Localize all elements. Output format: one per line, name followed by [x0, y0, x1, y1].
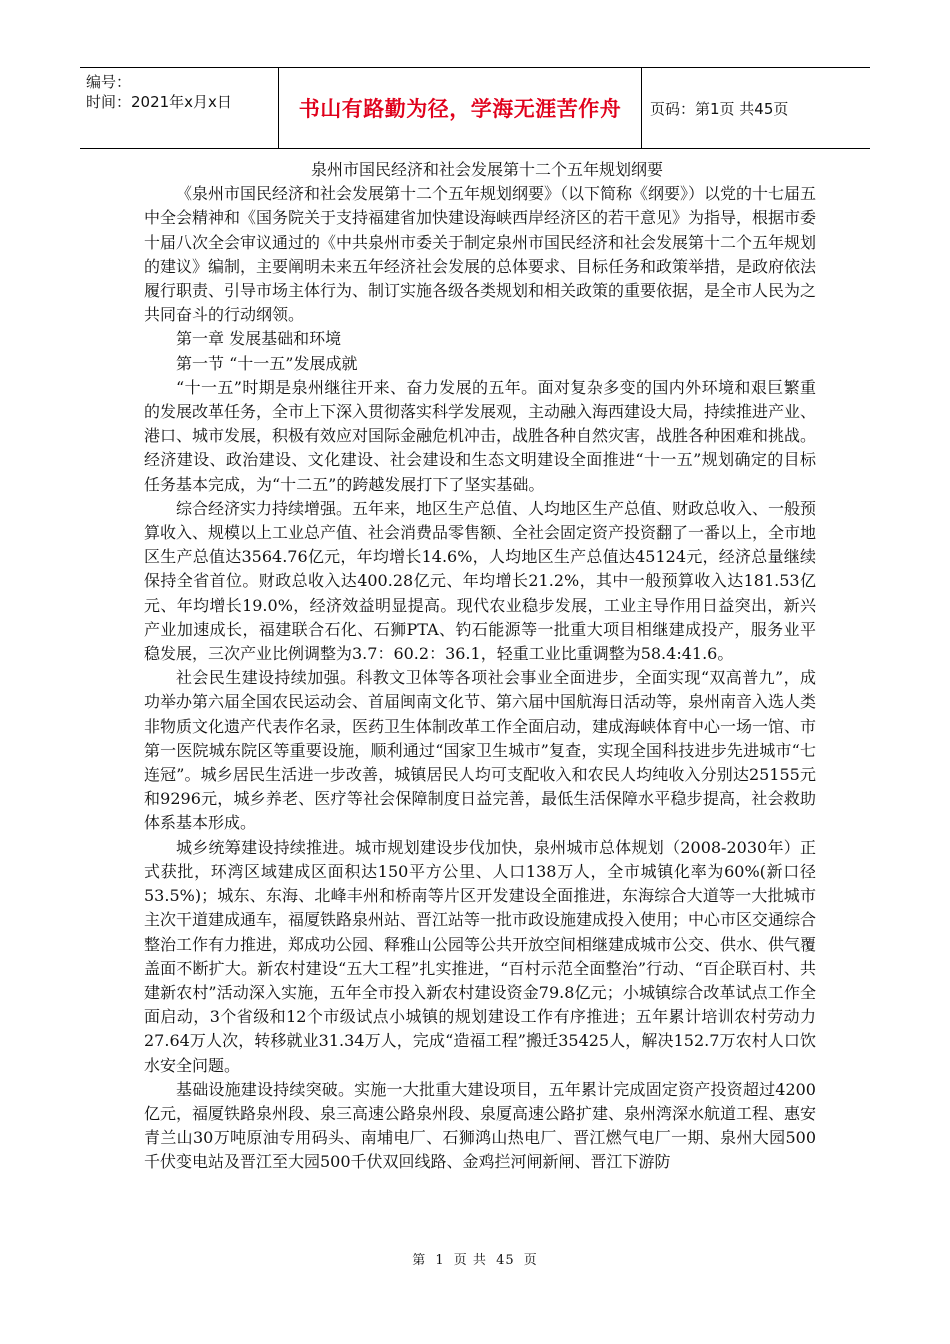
body-paragraph: 城乡统筹建设持续推进。城市规划建设步伐加快，泉州城市总体规划（2008-2030年）正式获批，环湾区域建成区面积达150平方公里、人口138万人，全市城镇化率为60%(新口径53.5%)；城东、东海、北峰丰州和桥南等片区开发建设全面推进，东海综合大道等一大批城市主次干道建成通车，福厦铁路泉州站、晋江站等一批市政设施建成投入使用；中心市区交通综合整治工作有力推进，郑成功公园、释雅山公园等公共开放空间相继建成城市公交、供水、供气覆盖面不断扩大。新农村建设“五大工程”扎实推进，“百村示范全面整治”行动、“百企联百村、共建新农村”活动深入实施，五年全市投入新农村建设资金79.8亿元；小城镇综合改革试点工作全面启动，3个省级和12个市级试点小城镇的规划建设工作有序推进；五年累计培训农村劳动力27.64万人次，转移就业31.34万人，完成“造福工程”搬迁35425人，解决152.7万农村人口饮水安全问题。: [144, 837, 817, 1075]
footer-prefix: 第: [412, 1253, 427, 1268]
footer-mid: 页 共: [453, 1253, 487, 1268]
header-motto: 书山有路勤为径，学海无涯苦作舟: [298, 97, 622, 121]
intro-paragraph: 《泉州市国民经济和社会发展第十二个五年规划纲要》（以下简称《纲要》）以党的十七届五中全会精神和《国务院关于支持福建省加快建设海峡西岸经济区的若干意见》为指导，根据市委十届八次全会审议通过的《中共泉州市委关于制定泉州市国民经济和社会发展第十二个五年规划的建议》编制，主要阐明未来五年经济社会发展的总体要求、目标任务和政策举措，是政府依法履行职责、引导市场主体行为、制订实施各级各类规划和相关政策的重要依据，是全市人民为之共同奋斗的行动纲领。: [144, 184, 817, 325]
document-body: [144, 158, 816, 1175]
document-title: 泉州市国民经济和社会发展第十二个五年规划纲要: [310, 160, 663, 179]
chapter-heading: 第一章 发展基础和环境: [176, 329, 342, 349]
footer-total-pages: 45: [496, 1253, 515, 1268]
footer-current-page: 1: [435, 1253, 445, 1268]
header-motto-cell: [279, 68, 642, 148]
time-label: 时间：2021年x月x日: [86, 93, 232, 111]
body-paragraph: 社会民生建设持续加强。科教文卫体等各项社会事业全面进步，全面实现“双高普九”，成功举办第六届全国农民运动会、首届闽南文化节、第六届中国航海日活动等，泉州南音入选人类非物质文化遗产代表作名录，医药卫生体制改革工作全面启动，建成海峡体育中心一场一馆、市第一医院城东院区等重要设施，顺利通过“国家卫生城市”复查，实现全国科技进步先进城市“七连冠”。城乡居民生活进一步改善，城镇居民人均可支配收入和农民人均纯收入分别达25155元和9296元，城乡养老、医疗等社会保障制度日益完善，最低生活保障水平稳步提高，社会救助体系基本形成。: [144, 668, 817, 833]
number-label: 编号：: [86, 73, 132, 91]
body-paragraph: 基础设施建设持续突破。实施一大批重大建设项目，五年累计完成固定资产投资超过4200亿元，福厦铁路泉州段、泉三高速公路泉州段、泉厦高速公路扩建、泉州湾深水航道工程、惠安青兰山30万吨原油专用码头、南埔电厂、石狮鸿山热电厂、晋江燃气电厂一期、泉州大园500千伏变电站及晋江至大园500千伏双回线路、金鸡拦河闸新闸、晋江下游防: [144, 1079, 817, 1172]
header-page-info: [642, 68, 870, 148]
footer-suffix: 页: [523, 1253, 538, 1268]
header-meta: [80, 68, 279, 148]
page-header: [80, 67, 870, 149]
page-footer: [0, 1249, 950, 1268]
body-paragraph: 综合经济实力持续增强。五年来，地区生产总值、人均地区生产总值、财政总收入、一般预算收入、规模以上工业总产值、社会消费品零售额、全社会固定资产投资翻了一番以上，全市地区生产总值达3564.76亿元，年均增长14.6%，人均地区生产总值达45124元，经济总量继续保持全省首位。财政总收入达400.28亿元、年均增长21.2%，其中一般预算收入达181.53亿元、年均增长19.0%，经济效益明显提高。现代农业稳步发展，工业主导作用日益突出，新兴产业加速成长，福建联合石化、石狮PTA、钓石能源等一批重大项目相继建成投产，服务业平稳发展，三次产业比例调整为3.7：60.2：36.1，轻重工业比重调整为58.4:41.6。: [144, 498, 817, 664]
section-heading: 第一节 “十一五”发展成就: [176, 353, 358, 373]
page-info-text: 页码：第1页 共45页: [650, 99, 789, 118]
body-paragraph: “十一五”时期是泉州继往开来、奋力发展的五年。面对复杂多变的国内外环境和艰巨繁重的发展改革任务，全市上下深入贯彻落实科学发展观，主动融入海西建设大局，持续推进产业、港口、城市发展，积极有效应对国际金融危机冲击，战胜各种自然灾害，战胜各种困难和挑战。经济建设、政治建设、文化建设、社会建设和生态文明建设全面推进“十一五”规划确定的目标任务基本完成，为“十二五”的跨越发展打下了坚实基础。: [144, 377, 817, 494]
